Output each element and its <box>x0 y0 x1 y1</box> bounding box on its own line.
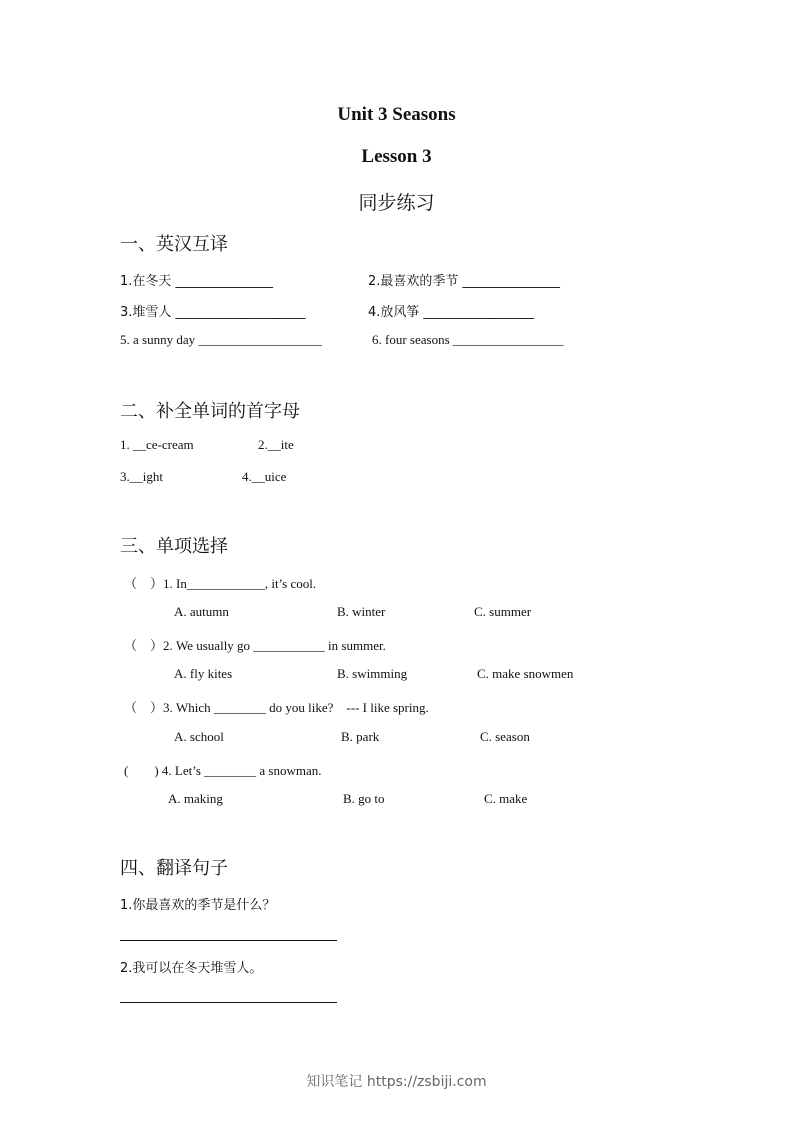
s2-item-3: 3.__ight <box>120 469 163 484</box>
s4-answer-line-1 <box>120 940 337 941</box>
section2-heading: 二、补全单词的首字母 <box>120 401 300 422</box>
s3-q4-option-b: B. go to <box>343 791 385 806</box>
s3-q1-option-b: B. winter <box>337 604 386 619</box>
page-title: Unit 3 Seasons <box>337 104 456 125</box>
s3-q4-option-c: C. make <box>484 791 528 806</box>
section3-heading: 三、单项选择 <box>120 536 228 557</box>
page-subtitle: 同步练习 <box>358 192 435 214</box>
section4-heading: 四、翻译句子 <box>120 858 228 879</box>
section1-heading: 一、英汉互译 <box>120 234 228 255</box>
lesson-title: Lesson 3 <box>361 146 432 167</box>
s1-item-3: 3.堆雪人 ____________________ <box>120 305 306 320</box>
s1-item-4: 4.放风筝 _________________ <box>368 305 535 320</box>
s3-q2-option-c: C. make snowmen <box>477 666 574 681</box>
s2-item-2: 2.__ite <box>258 437 294 452</box>
s1-item-1: 1.在冬天 _______________ <box>120 274 274 289</box>
s1-item-6: 6. four seasons _________________ <box>372 332 564 347</box>
s3-q2-option-b: B. swimming <box>337 666 408 681</box>
s3-q2-stem: （ ）2. We usually go ___________ in summer. <box>124 638 386 653</box>
s3-q3-option-c: C. season <box>480 729 530 744</box>
s2-item-1: 1. __ce-cream <box>120 437 194 452</box>
s4-item-2: 2.我可以在冬天堆雪人。 <box>120 961 263 976</box>
s3-q1-option-a: A. autumn <box>174 604 229 619</box>
s4-answer-line-2 <box>120 1002 337 1003</box>
s3-q3-option-a: A. school <box>174 729 224 744</box>
s3-q1-stem: （ ）1. In____________, it’s cool. <box>124 576 317 591</box>
s1-item-5: 5. a sunny day ___________________ <box>120 332 322 347</box>
s4-item-1: 1.你最喜欢的季节是什么？ <box>120 898 276 913</box>
s1-item-2: 2.最喜欢的季节 _______________ <box>368 274 561 289</box>
s3-q4-stem: ( ) 4. Let’s ________ a snowman. <box>124 763 322 778</box>
s3-q2-option-a: A. fly kites <box>174 666 233 681</box>
s3-q1-option-c: C. summer <box>474 604 532 619</box>
s2-item-4: 4.__uice <box>242 469 287 484</box>
s3-q3-stem: （ ）3. Which ________ do you like? --- I like spring. <box>124 700 429 715</box>
s3-q4-option-a: A. making <box>168 791 223 806</box>
footer-watermark: 知识笔记 https://zsbiji.com <box>306 1074 487 1090</box>
s3-q3-option-b: B. park <box>341 729 380 744</box>
